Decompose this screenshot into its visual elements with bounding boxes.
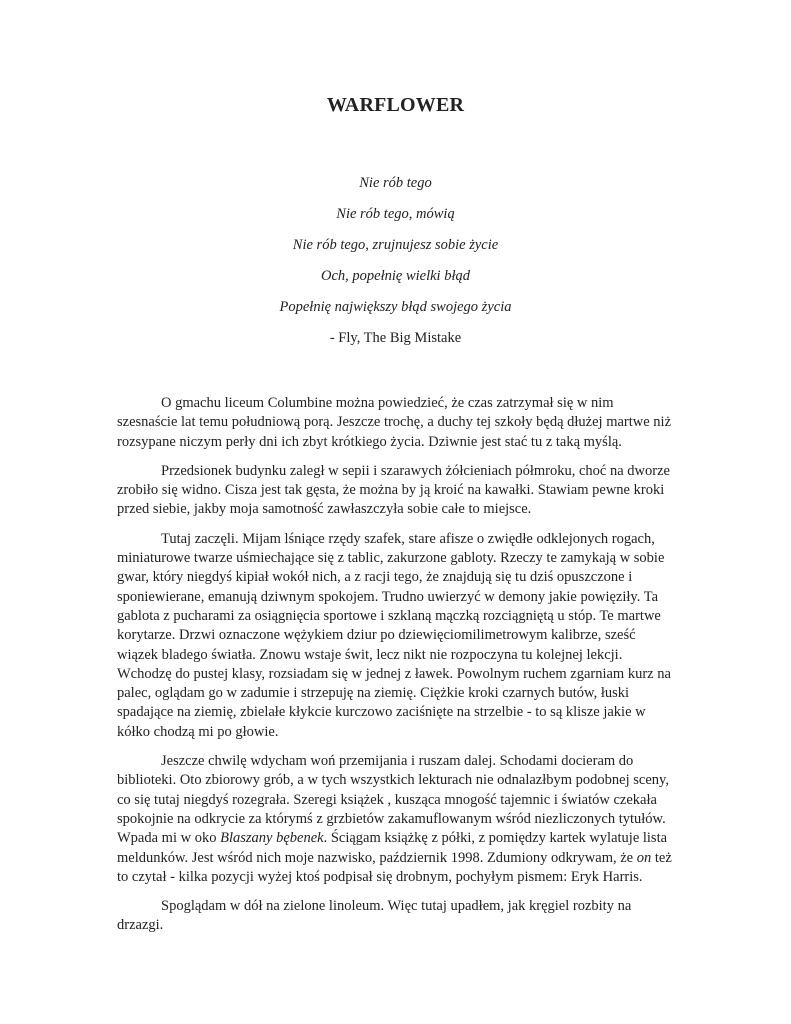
paragraph-text: też to czytał - kilka pozycji wyżej ktoś podpisał się drobnym, pochyłym pismem: Eryk Harris. bbox=[117, 849, 672, 885]
paragraph: Spoglądam w dół na zielone linoleum. Więc tutaj upadłem, jak kręgiel rozbity na drzazgi. bbox=[117, 898, 632, 934]
paragraph: Tutaj zaczęli. Mijam lśniące rzędy szafek, stare afisze o zwiędłe odklejonych rogach, miniaturowe twarze uśmiechające się z tablic, zakurzone gabloty. Rzeczy te zamykają w sobie gwar, który niegdyś kipiał wokół nich, a z racji tego, że znajdują się tu dziś opuszczone i sponiewierane, emanują dziwnym spokojem. Trudno uwierzyć w demony jakie powięziły. Ta gablota z pucharami za osiągnięcia sportowe i szklaną mączką rozciągniętą u stóp. Te martwe korytarze. Drzwi oznaczone wężykiem dziur po dziewięciomilimetrowym kalibrze, sześć wiązek bladego światła. Znowu wstaje świt, lecz nikt nie rozpoczyna tu kolejnej lekcji. Wchodzę do pustej klasy, rozsiadam się w jednej z ławek. Powolnym ruchem zgarniam kurz na palec, oglądam go w zadumie i strzepuję na ziemię. Ciężkie kroki czarnych butów, łuski spadające na ziemię, zbielałe kłykcie kurczowo zaciśnięte na strzelbie - to są klisze jakie w kółko chodzą mi po głowie. bbox=[117, 530, 671, 740]
body-text bbox=[117, 394, 677, 946]
epigraph-line: Popełnię największy błąd swojego życia bbox=[279, 299, 512, 315]
epigraph-attribution: - Fly, The Big Mistake bbox=[329, 330, 462, 346]
epigraph bbox=[0, 173, 791, 348]
epigraph-line: Nie rób tego bbox=[359, 175, 432, 191]
book-title: Blaszany bębenek bbox=[220, 830, 324, 847]
epigraph-line: Och, popełnię wielki błąd bbox=[321, 268, 470, 284]
epigraph-line: Nie rób tego, zrujnujesz sobie życie bbox=[292, 237, 499, 253]
paragraph: Przedsionek budynku zaległ w sepii i szarawych żółcieniach półmroku, choć na dworze zrobiło się widno. Cisza jest tak gęsta, że można by ją kroić na kawałki. Stawiam pewne kroki przed siebie, jakby moja samotność zawłaszczyła sobie całe to miejsce. bbox=[117, 462, 670, 518]
epigraph-line: Nie rób tego, mówią bbox=[336, 206, 455, 222]
paragraph-text: . Ściągam książkę z półki, z pomiędzy kartek wylatuje lista meldunków. Jest wśród nich moje nazwisko, październik 1998. Zdumiony odkrywam, że bbox=[117, 830, 668, 866]
emphasis: on bbox=[636, 849, 652, 866]
paragraph bbox=[117, 752, 677, 887]
paragraph-text: Jeszcze chwilę wdycham woń przemijania i ruszam dalej. Schodami docieram do biblioteki. Oto zbiorowy grób, a w tych wszystkich lekturach nie odnalazłbym podobnej sceny, co się tutaj niegdyś rozegrała. Szeregi książek , kusząca mnogość tajemnic i światów czekała spokojnie na odkrycie za którymś z grzbietów zakamuflowanym wśród niezliczonych tytułów. Wpada mi w oko bbox=[117, 753, 669, 847]
document-title: WARFLOWER bbox=[326, 94, 465, 116]
paragraph: O gmachu liceum Columbine można powiedzieć, że czas zatrzymał się w nim szesnaście lat temu południową porą. Jeszcze trochę, a duchy tej szkoły będą dłużej martwe niż rozsypane niczym perły dni ich zbyt krótkiego życia. Dziwnie jest stać tu z taką myślą. bbox=[117, 395, 672, 450]
